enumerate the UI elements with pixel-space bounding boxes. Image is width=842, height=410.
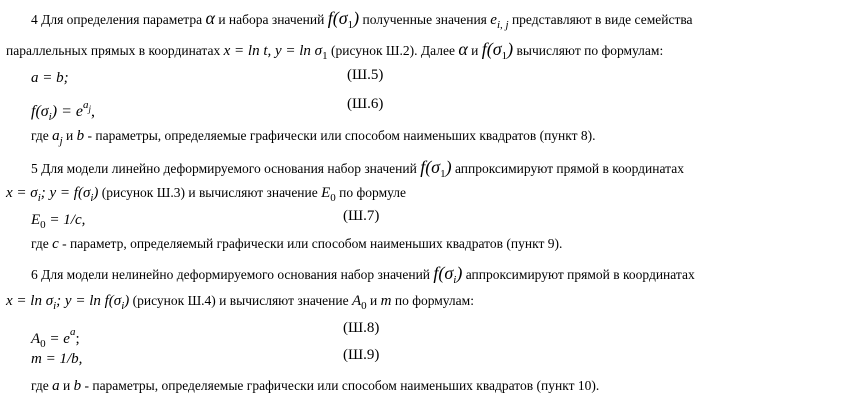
text: (рисунок Ш.4) и вычисляют значение [132, 293, 349, 308]
text: вычисляют по формулам: [516, 43, 664, 58]
b-symbol: b [73, 378, 82, 394]
f-sigma1: $f(\sigma_1)$ [481, 39, 514, 62]
coords: $x = \sigma_i$; $y = f(\sigma_i)$ [6, 185, 99, 204]
eq5-number: (Ш.5) [347, 67, 384, 83]
text: и [62, 378, 71, 393]
text: и набора значений [218, 12, 325, 27]
where2 [31, 234, 562, 254]
eq6-number: (Ш.6) [347, 96, 384, 112]
eq9-number: (Ш.9) [343, 347, 380, 363]
text: по формуле [339, 185, 406, 200]
text: и [471, 43, 479, 58]
text: аппроксимируют прямой в координатах [465, 267, 695, 282]
A0: $A_0$ [351, 293, 367, 312]
para5-line2 [6, 183, 406, 208]
text: полученные значения [362, 12, 487, 27]
para5-line1 [31, 157, 684, 184]
alpha-symbol: α [205, 8, 215, 28]
formula: a = b; [31, 70, 69, 86]
alpha-symbol: α [458, 39, 468, 59]
text: 6 Для модели нелинейно деформируемого основания набор значений [31, 267, 431, 282]
para4-line1 [31, 8, 693, 35]
text: где [31, 378, 49, 393]
formula: $A_0 = e^a$; [31, 326, 80, 350]
text: (рисунок Ш.2). Далее [330, 43, 455, 58]
m-symbol: m [380, 293, 392, 309]
text: и [66, 128, 74, 143]
text: 5 Для модели линейно деформируемого основания набор значений [31, 161, 417, 176]
text: - параметры, определяемые графически или способом наименьших квадратов (пункт 8). [87, 128, 596, 143]
b-symbol: b [76, 128, 85, 144]
E0: $E_0$ [321, 185, 336, 204]
eq7-number: (Ш.7) [343, 208, 380, 224]
para6-line2 [6, 291, 474, 316]
text: 4 Для определения параметра [31, 12, 203, 27]
eq9 [31, 349, 82, 369]
text: где [31, 128, 49, 143]
text: аппроксимируют прямой в координатах [454, 161, 684, 176]
where3 [31, 376, 599, 396]
formula: m = 1/b, [31, 351, 83, 367]
text: где [31, 236, 49, 251]
para4-line2 [6, 39, 663, 66]
eq6 [31, 95, 95, 127]
f-sigma-i: $f(\sigma_i)$ [433, 263, 463, 286]
text: (рисунок Ш.3) и вычисляют значение [101, 185, 318, 200]
where1 [31, 126, 596, 151]
c-symbol: c [52, 236, 59, 252]
eq7 [31, 210, 85, 235]
text: и [370, 293, 378, 308]
text: представляют в виде семейства [511, 12, 693, 27]
text: - параметр, определяемый графически или способом наименьших квадратов (пункт 9). [62, 236, 563, 251]
f-sigma1: $f(\sigma_1)$ [327, 8, 360, 31]
text: по формулам: [394, 293, 474, 308]
coords: x = ln t, $y = \ln \sigma_1$ [223, 43, 328, 62]
text: - параметры, определяемые графически или способом наименьших квадратов (пункт 10). [84, 378, 600, 393]
formula: $f(\sigma_i) = e^{aj}$, [31, 99, 95, 123]
a-j: $a_j$ [52, 128, 63, 147]
para6-line1 [31, 263, 695, 290]
eq8-number: (Ш.8) [343, 320, 380, 336]
eq5 [31, 68, 69, 88]
formula: $E_0 = 1/c$, [31, 212, 86, 231]
f-sigma1: $f(\sigma_1)$ [420, 157, 452, 180]
coords: $x = \ln \sigma_i$; $y = \ln f(\sigma_i)$ [6, 293, 130, 312]
a-symbol: a [52, 378, 60, 394]
e-ij: $e_{i, j}$ [490, 12, 509, 31]
text: параллельных прямых в координатах [6, 43, 221, 58]
